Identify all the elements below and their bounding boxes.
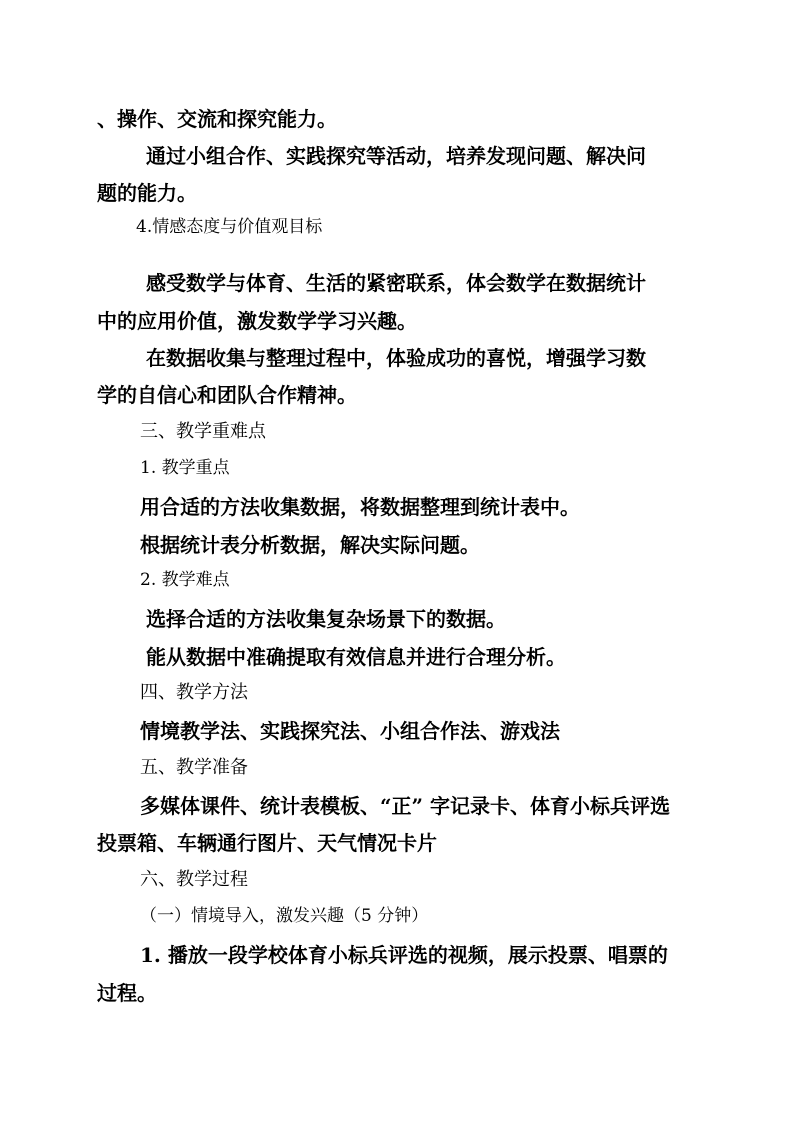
paragraph-line: 1. 播放一段学校体育小标兵评选的视频，展示投票、唱票的: [140, 943, 668, 967]
paragraph-line: 学的自信心和团队合作精神。: [97, 383, 357, 407]
subsection-heading: 1. 教学重点: [140, 458, 230, 478]
paragraph-line: 用合适的方法收集数据，将数据整理到统计表中。: [140, 495, 580, 519]
paragraph-line: 通过小组合作、实践探究等活动，培养发现问题、解决问: [146, 144, 646, 168]
section-heading: 五、教学准备: [140, 757, 248, 778]
paragraph-line: 情境教学法、实践探究法、小组合作法、游戏法: [140, 719, 560, 743]
section-heading: 六、教学过程: [140, 869, 248, 890]
paragraph-line: 根据统计表分析数据，解决实际问题。: [140, 533, 480, 557]
paragraph-line: 在数据收集与整理过程中，体验成功的喜悦，增强学习数: [146, 346, 646, 370]
paragraph-line: 能从数据中准确提取有效信息并进行合理分析。: [146, 645, 566, 669]
paragraph-line: 中的应用价值，激发数学学习兴趣。: [97, 309, 417, 333]
paragraph-line: 过程。: [97, 981, 157, 1005]
subsection-heading: （一）情境导入，激发兴趣（5 分钟）: [140, 906, 429, 926]
subsection-heading: 4.情感态度与价值观目标: [136, 217, 323, 237]
paragraph-line: 题的能力。: [97, 181, 197, 205]
section-heading: 三、教学重难点: [140, 421, 266, 442]
section-heading: 四、教学方法: [140, 682, 248, 703]
paragraph-line: 投票箱、车辆通行图片、天气情况卡片: [97, 831, 437, 855]
paragraph-line: 、操作、交流和探究能力。: [97, 107, 337, 131]
subsection-heading: 2. 教学难点: [140, 570, 230, 590]
paragraph-line: 感受数学与体育、生活的紧密联系，体会数学在数据统计: [146, 271, 646, 295]
paragraph-line: 多媒体课件、统计表模板、“正” 字记录卡、体育小标兵评选: [140, 794, 670, 818]
paragraph-line: 选择合适的方法收集复杂场景下的数据。: [146, 607, 506, 631]
